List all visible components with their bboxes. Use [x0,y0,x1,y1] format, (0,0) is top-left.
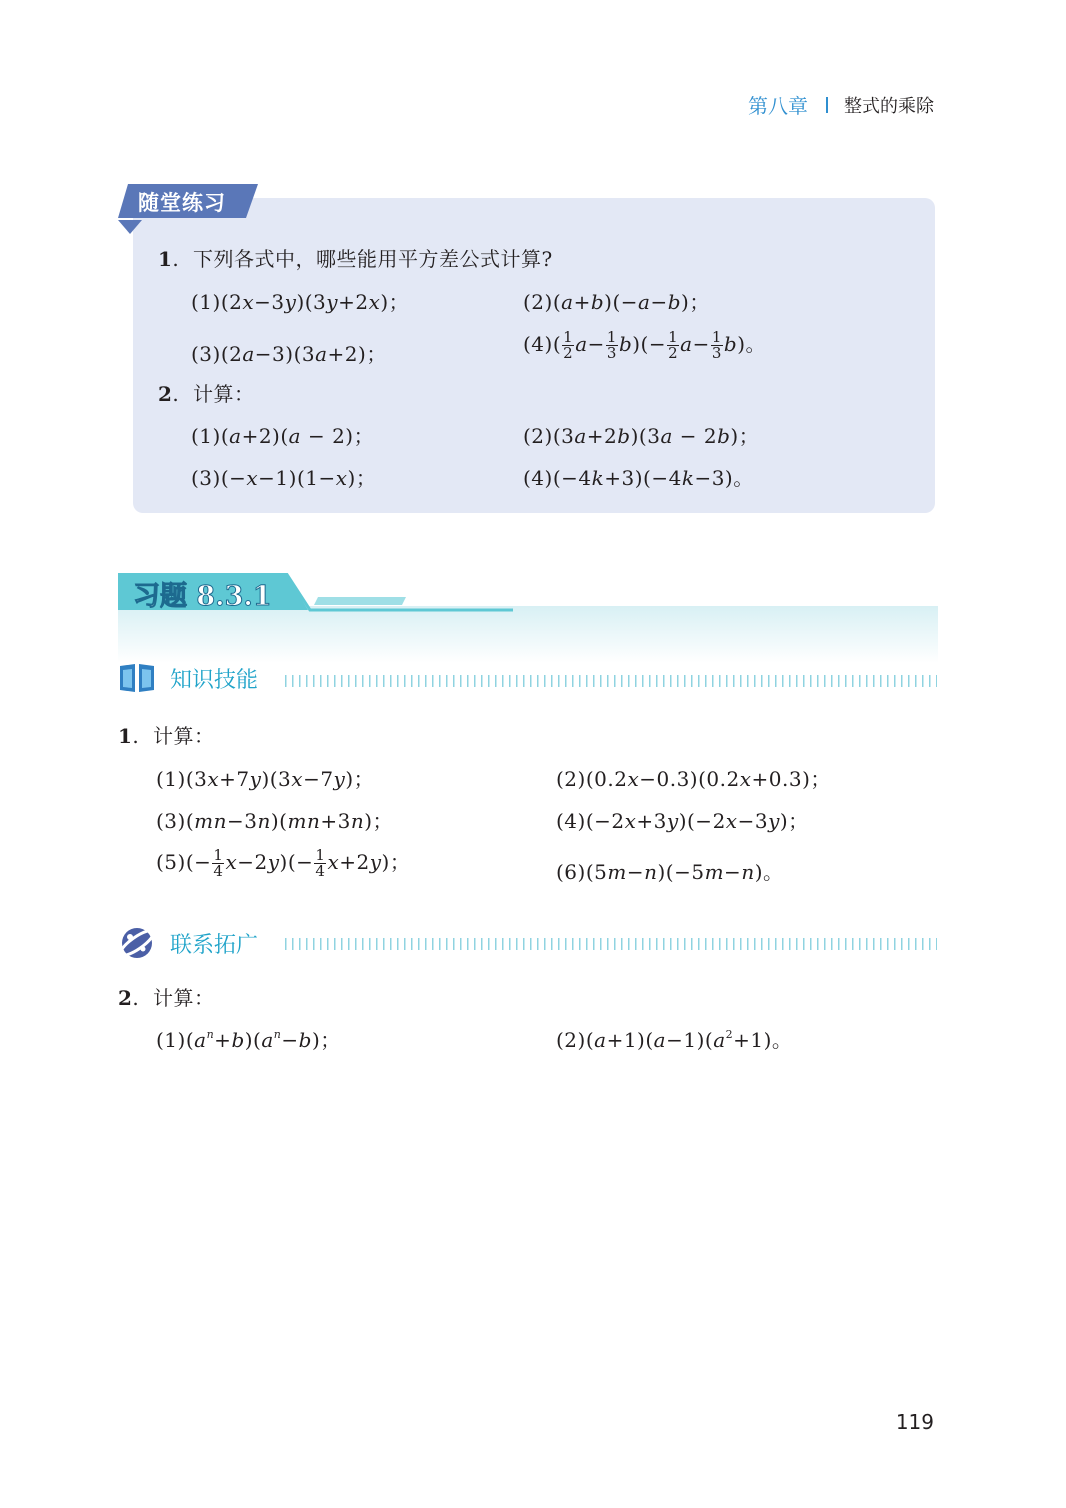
question-number: 1 [158,247,173,271]
exercise-q1-item-5: (5)(− $\frac{1}{4}$ x−2y)(− $\frac{1}{4}$ x+2y)； [156,846,411,880]
chapter-title: 整式的乘除 [844,95,934,117]
practice-q1: 1. 下列各式中，哪些能用平方差公式计算? [158,247,553,271]
practice-q1-item-2: (2)(a+b)(−a−b)； [523,290,710,314]
exercise-q1-item-3: (3)(mn−3n)(mn+3n)； [156,809,394,833]
practice-q2-item-3: (3)(−x−1)(1−x)； [191,466,377,490]
open-book-icon [118,662,156,694]
exercise-q2: 2. 计算： [118,986,215,1010]
question-number: 2 [118,986,133,1010]
exercise-q2-item-1: $(1)(a^n+b)(a^n-b)$； [156,1028,341,1052]
exercise-q1-item-2: (2)(0.2x−0.3)(0.2x+0.3)； [556,767,831,791]
exercise-q2-item-2: $(2)(a+1)(a-1)(a^2+1)$。 [556,1028,793,1052]
running-header [748,90,934,119]
exercise-q1-item-4: (4)(−2x+3y)(−2x−3y)； [556,809,809,833]
practice-q1-item-3: (3)(2a−3)(3a+2)； [191,342,387,366]
planet-icon [118,924,156,962]
practice-q1-item-4: (4)( $\frac{1}{2}$ a− $\frac{1}{3}$ b)(− $\frac{1}{2}$ a− $\frac{1}{3}$ b)。 [523,328,767,362]
question-stem: 下列各式中，哪些能用平方差公式计算? [193,247,553,271]
question-stem: 计算： [193,382,255,406]
page-number: 119 [895,1410,934,1434]
practice-q1-item-1: (1)(2x−3y)(3y+2x)； [191,290,410,314]
section-divider [285,675,937,687]
exercise-q1-item-1: (1)(3x+7y)(3x−7y)； [156,767,375,791]
practice-q2-item-4: (4)(−4k+3)(−4k−3)。 [523,466,754,490]
question-stem: 计算： [153,724,215,748]
exercise-title: 习题 8.3.1 [133,581,272,612]
practice-tag-label: 随堂练习 [138,191,226,215]
exercise-q1-item-6: (6)(5m−n)(−5m−n)。 [556,860,784,884]
header-divider [826,97,828,113]
question-stem: 计算： [153,986,215,1010]
practice-q2: 2. 计算： [158,382,255,406]
section-divider [285,938,937,950]
section-label: 知识技能 [170,667,259,693]
practice-q2-item-2: (2)(3a+2b)(3a − 2b)； [523,424,760,448]
question-number: 1 [118,724,133,748]
exercise-q1: 1. 计算： [118,724,215,748]
section-label: 联系拓广 [170,932,259,958]
section-knowledge-skills [118,662,258,694]
practice-q2-item-1: (1)(a+2)(a − 2)； [191,424,375,448]
question-number: 2 [158,382,173,406]
section-connect-extend [118,924,258,962]
chapter-label: 第八章 [748,94,808,118]
